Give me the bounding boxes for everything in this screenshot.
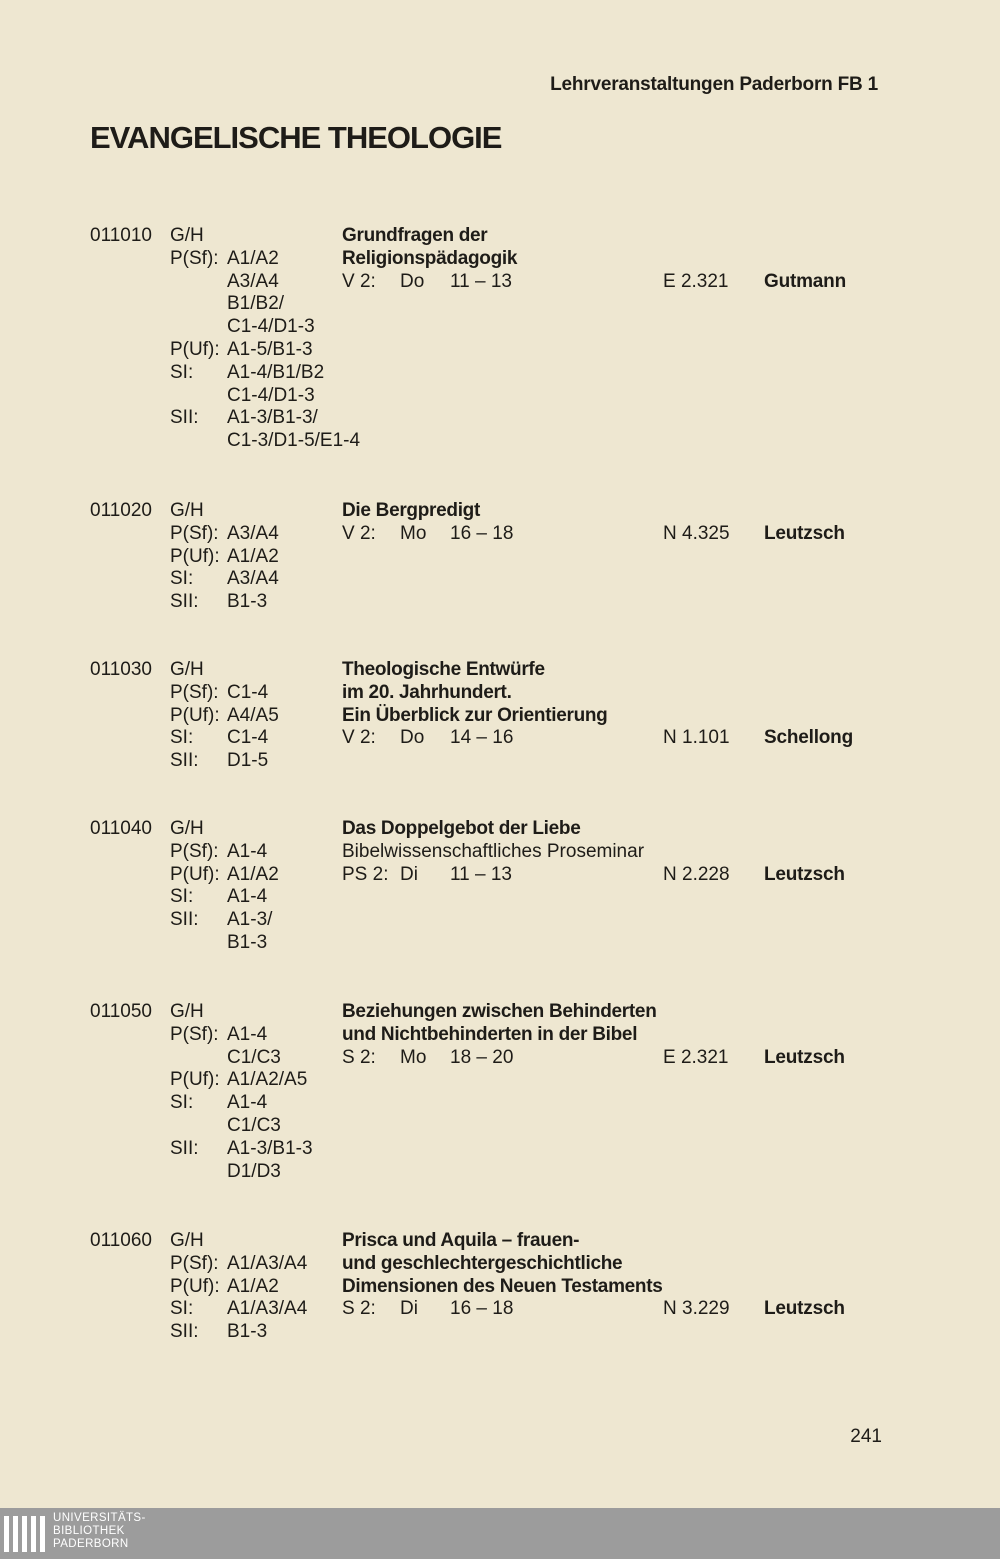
program-modules: A3/A4: [227, 522, 279, 544]
program-modules: C1/C3: [227, 1046, 281, 1068]
course-day: Do: [400, 727, 425, 749]
program-modules: A1/A2/A5: [227, 1069, 308, 1091]
program-label: P(Uf):: [170, 1275, 220, 1297]
program-row: [170, 705, 279, 728]
program-row: [170, 1092, 313, 1115]
program-modules: A1-5/B1-3: [227, 338, 313, 360]
program-modules: A1/A3/A4: [227, 1298, 308, 1320]
course-room: E 2.321: [663, 1046, 729, 1068]
program-row: [170, 750, 279, 773]
course-day: Mo: [400, 522, 427, 544]
course-title-line: Dimensionen des Neuen Testaments: [342, 1275, 663, 1297]
program-modules: C1/C3: [227, 1114, 281, 1136]
program-label: G/H: [170, 225, 204, 246]
program-row: [170, 1230, 307, 1253]
program-row: [170, 909, 279, 932]
program-row: [170, 316, 360, 339]
program-label: SII:: [170, 909, 199, 931]
course-type: V 2:: [342, 727, 376, 749]
study-programs: [170, 659, 279, 773]
course-title-block: [342, 818, 682, 886]
program-modules: B1-3: [227, 591, 268, 613]
program-label: SII:: [170, 1321, 199, 1343]
program-row: [170, 1276, 307, 1299]
program-row: [170, 1024, 313, 1047]
program-row: [170, 271, 360, 294]
program-modules: B1/B2/: [227, 293, 285, 315]
program-label: [170, 1047, 227, 1070]
program-row: [170, 1115, 313, 1138]
program-modules: A1/A2: [227, 1275, 279, 1297]
course-time: 14 – 16: [450, 727, 514, 749]
program-modules: A3/A4: [227, 568, 279, 590]
course-time: 16 – 18: [450, 1298, 514, 1320]
program-label: P(Uf):: [170, 1069, 220, 1091]
program-label: [170, 932, 227, 955]
program-label: G/H: [170, 1230, 204, 1251]
program-label: P(Sf):: [170, 1023, 219, 1045]
course-room: N 4.325: [663, 522, 730, 544]
program-label: SII:: [170, 591, 199, 613]
course-type: S 2:: [342, 1298, 376, 1320]
program-label: G/H: [170, 659, 204, 680]
program-modules: D1-5: [227, 750, 269, 772]
program-row: [170, 293, 360, 316]
course-schedule: [342, 1298, 682, 1321]
program-modules: D1/D3: [227, 1160, 281, 1182]
course-title-line: Theologische Entwürfe: [342, 659, 545, 680]
program-label: P(Sf):: [170, 840, 219, 862]
course-schedule: [342, 523, 682, 546]
course-day: Mo: [400, 1046, 427, 1068]
program-row: [170, 1047, 313, 1070]
course-number: 011030: [90, 659, 152, 680]
program-label: SI:: [170, 568, 194, 590]
course-title-block: [342, 1230, 682, 1321]
program-row: [170, 682, 279, 705]
program-label: SI:: [170, 886, 194, 908]
course-room: N 1.101: [663, 727, 730, 749]
program-modules: A1-4: [227, 886, 268, 908]
program-label: P(Sf):: [170, 681, 219, 703]
study-programs: [170, 225, 360, 453]
program-label: SI:: [170, 361, 194, 383]
program-row: [170, 568, 279, 591]
program-row: [170, 932, 279, 955]
program-modules: A4/A5: [227, 704, 279, 726]
course-subtitle: Bibelwissenschaftliches Proseminar: [342, 840, 645, 862]
program-row: [170, 430, 360, 453]
course-lecturer: Leutzsch: [764, 1298, 845, 1320]
program-row: [170, 248, 360, 271]
course-lecturer: Leutzsch: [764, 522, 845, 544]
program-modules: A3/A4: [227, 270, 279, 292]
program-row: [170, 1001, 313, 1024]
program-row: [170, 362, 360, 385]
program-row: [170, 225, 360, 248]
course-title-block: [342, 500, 682, 546]
program-modules: A1/A2: [227, 545, 279, 567]
program-row: [170, 727, 279, 750]
course-type: V 2:: [342, 522, 376, 544]
program-modules: A1-3/B1-3/: [227, 407, 318, 429]
program-label: G/H: [170, 1001, 204, 1022]
course-title-line: Grundfragen der: [342, 225, 488, 246]
course-title-block: [342, 659, 682, 750]
program-row: [170, 1321, 307, 1344]
course-day: Di: [400, 1298, 418, 1320]
program-modules: A1-4: [227, 1023, 268, 1045]
program-modules: B1-3: [227, 931, 268, 953]
program-row: [170, 500, 279, 523]
course-title-line: Prisca und Aquila – frauen-: [342, 1230, 580, 1251]
course-time: 16 – 18: [450, 522, 514, 544]
course-time: 11 – 13: [450, 863, 512, 885]
program-row: [170, 339, 360, 362]
course-number: 011060: [90, 1230, 152, 1251]
program-modules: C1-4: [227, 681, 269, 703]
program-modules: A1/A2: [227, 863, 279, 885]
program-modules: C1-4/D1-3: [227, 384, 315, 406]
program-label: [170, 316, 227, 339]
program-row: [170, 407, 360, 430]
page-number: 241: [850, 1426, 882, 1447]
program-modules: C1-4: [227, 727, 269, 749]
program-modules: A1/A2: [227, 247, 279, 269]
library-name-line: PADERBORN: [53, 1538, 129, 1550]
program-label: [170, 293, 227, 316]
course-lecturer: Leutzsch: [764, 863, 845, 885]
library-name-line: BIBLIOTHEK: [53, 1525, 125, 1537]
program-label: SII:: [170, 1137, 199, 1159]
program-row: [170, 1161, 313, 1184]
course-day: Di: [400, 863, 418, 885]
course-room: E 2.321: [663, 270, 729, 292]
program-label: SII:: [170, 750, 199, 772]
program-label: P(Uf):: [170, 338, 220, 360]
course-title-line: Das Doppelgebot der Liebe: [342, 818, 581, 839]
course-time: 11 – 13: [450, 270, 512, 292]
course-number: 011040: [90, 818, 152, 839]
program-row: [170, 864, 279, 887]
course-title-line: Ein Überblick zur Orientierung: [342, 704, 608, 726]
program-row: [170, 818, 279, 841]
program-label: SI:: [170, 1298, 194, 1320]
program-label: G/H: [170, 818, 204, 839]
program-label: P(Uf):: [170, 704, 220, 726]
program-label: [170, 1161, 227, 1184]
course-time: 18 – 20: [450, 1046, 514, 1068]
program-modules: B1-3: [227, 1321, 268, 1343]
program-label: [170, 1115, 227, 1138]
course-day: Do: [400, 270, 425, 292]
program-modules: C1-4/D1-3: [227, 316, 315, 338]
program-row: [170, 1298, 307, 1321]
program-modules: A1-4: [227, 840, 268, 862]
program-row: [170, 523, 279, 546]
program-label: SII:: [170, 407, 199, 429]
program-row: [170, 546, 279, 569]
program-row: [170, 591, 279, 614]
course-lecturer: Gutmann: [764, 270, 846, 292]
program-row: [170, 886, 279, 909]
course-room: N 3.229: [663, 1298, 730, 1320]
program-row: [170, 841, 279, 864]
program-label: G/H: [170, 500, 204, 521]
course-lecturer: Leutzsch: [764, 1046, 845, 1068]
program-row: [170, 385, 360, 408]
course-schedule: [342, 727, 682, 750]
program-label: SI:: [170, 1092, 194, 1114]
course-schedule: [342, 271, 682, 294]
course-title-line: Die Bergpredigt: [342, 500, 481, 521]
program-label: [170, 271, 227, 294]
program-label: P(Sf):: [170, 1252, 219, 1274]
course-type: PS 2:: [342, 863, 389, 885]
program-modules: A1-4/B1/B2: [227, 361, 325, 383]
course-schedule: [342, 864, 682, 887]
program-label: [170, 385, 227, 408]
course-room: N 2.228: [663, 863, 730, 885]
program-label: P(Uf):: [170, 545, 220, 567]
course-lecturer: Schellong: [764, 727, 853, 749]
program-row: [170, 1253, 307, 1276]
program-label: [170, 430, 227, 453]
program-modules: C1-3/D1-5/E1-4: [227, 430, 361, 452]
study-programs: [170, 1001, 313, 1183]
course-number: 011050: [90, 1001, 152, 1022]
program-row: [170, 659, 279, 682]
course-title-line: Religionspädagogik: [342, 247, 518, 269]
course-number: 011010: [90, 225, 152, 246]
section-title: EVANGELISCHE THEOLOGIE: [90, 120, 502, 155]
course-title-line: Beziehungen zwischen Behinderten: [342, 1001, 657, 1022]
course-title-block: [342, 1001, 682, 1069]
study-programs: [170, 1230, 307, 1344]
program-modules: A1-3/: [227, 909, 273, 931]
library-name-line: UNIVERSITÄTS-: [53, 1512, 146, 1524]
library-footer: [0, 1508, 1000, 1559]
study-programs: [170, 818, 279, 955]
course-title-block: [342, 225, 682, 293]
program-modules: A1/A3/A4: [227, 1252, 308, 1274]
program-label: SI:: [170, 727, 194, 749]
course-number: 011020: [90, 500, 152, 521]
program-row: [170, 1138, 313, 1161]
course-title-line: und geschlechtergeschichtliche: [342, 1252, 623, 1274]
running-header: Lehrveranstaltungen Paderborn FB 1: [550, 74, 878, 95]
library-name: [53, 1512, 146, 1551]
course-type: V 2:: [342, 270, 376, 292]
program-row: [170, 1069, 313, 1092]
program-modules: A1-4: [227, 1092, 268, 1114]
program-label: P(Uf):: [170, 863, 220, 885]
program-label: P(Sf):: [170, 247, 219, 269]
course-schedule: [342, 1047, 682, 1070]
course-type: S 2:: [342, 1046, 376, 1068]
course-title-line: im 20. Jahrhundert.: [342, 681, 512, 703]
program-label: P(Sf):: [170, 522, 219, 544]
study-programs: [170, 500, 279, 614]
program-modules: A1-3/B1-3: [227, 1137, 313, 1159]
course-title-line: und Nichtbehinderten in der Bibel: [342, 1023, 638, 1045]
library-logo-icon: [4, 1516, 46, 1552]
